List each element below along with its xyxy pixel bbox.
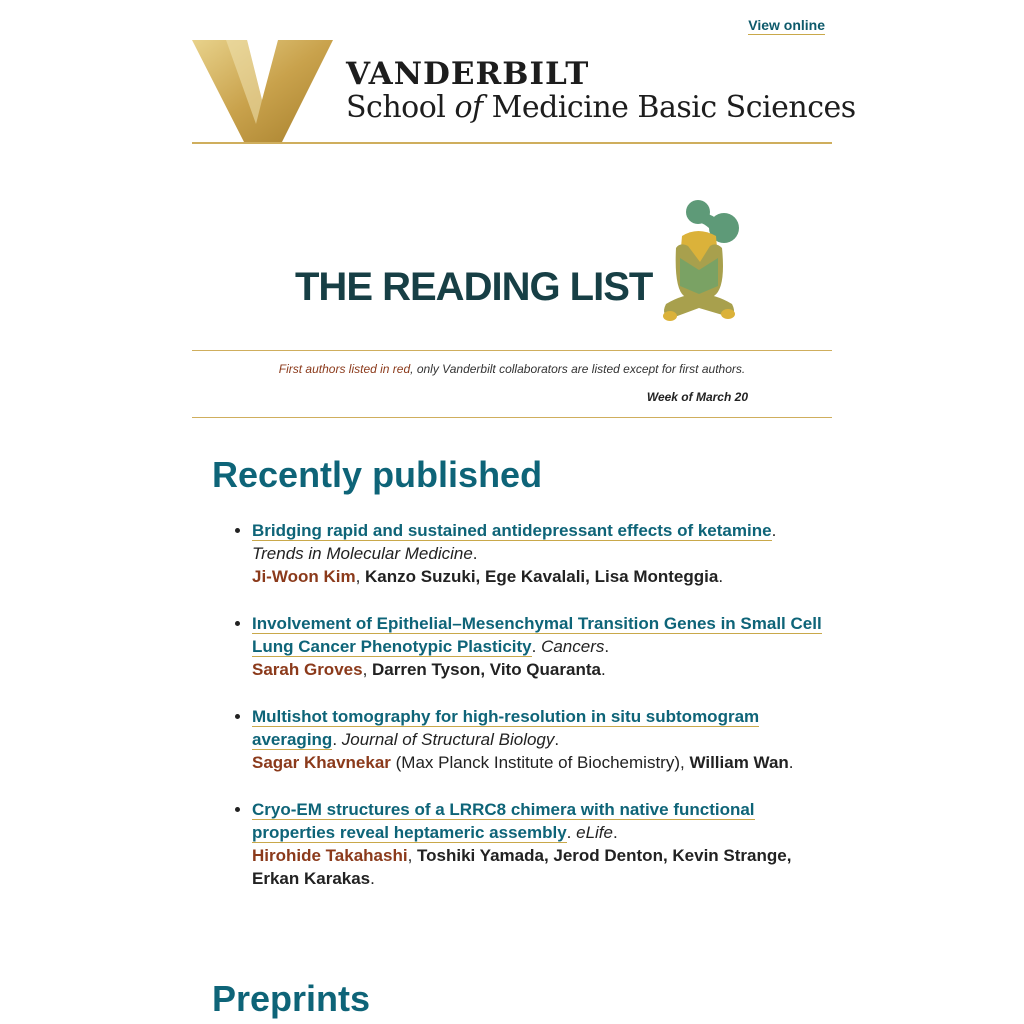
header [192, 38, 856, 144]
list-item: • Involvement of Epithelial–Mesenchymal Transition Genes in Small Cell Lung Cancer Phenotypic Plasticity. Cancers. Sarah Groves, Darren Tyson, Vito Quaranta. [252, 612, 832, 681]
reading-list-banner [192, 144, 832, 351]
list-item: • Multishot tomography for high-resolution in situ subtomogram averaging. Journal of Structural Biology. Sagar Khavnekar (Max Planck Institute of Biochemistry), William Wan. [252, 705, 832, 774]
brand-subtitle-of: of [454, 90, 483, 125]
journal-name: Trends in Molecular Medicine [252, 544, 473, 563]
first-author: Sarah Groves [252, 660, 363, 679]
first-authors-label: First authors listed in red [278, 362, 411, 376]
note-rest: , only Vanderbilt collaborators are listed except for first authors. [410, 362, 746, 376]
top-bar [192, 0, 832, 38]
view-online-link[interactable]: View online [748, 17, 825, 33]
brand-subtitle-part: School [346, 90, 455, 125]
reading-person-illustration [656, 192, 742, 332]
first-author-affiliation: (Max Planck Institute of Biochemistry), [390, 753, 690, 772]
publication-list [212, 519, 832, 914]
authors: William Wan [689, 753, 789, 772]
first-author: Hirohide Takahashi [252, 846, 408, 865]
newsletter [192, 0, 856, 418]
authors: Toshiki Yamada, Jerod Denton, Kevin Strange, Erkan Karakas [252, 846, 792, 888]
list-item: • Cryo-EM structures of a LRRC8 chimera with native functional properties reveal heptameric assembly. eLife. Hirohide Takahashi, Toshiki Yamada, Jerod Denton, Kevin Strange, Erkan Karakas. [252, 798, 832, 890]
brand-name: VANDERBILT [346, 56, 590, 92]
section-heading-recently-published: Recently published [212, 454, 543, 495]
publication-title-link[interactable]: Bridging rapid and sustained antidepressant effects of ketamine [252, 521, 772, 540]
journal-name: Cancers [541, 637, 605, 656]
section-heading-preprints: Preprints [212, 978, 371, 1019]
first-author: Sagar Khavnekar [252, 753, 391, 772]
authors: Darren Tyson, Vito Quaranta [372, 660, 601, 679]
brand-subtitle-part: Medicine Basic Sciences [482, 90, 856, 125]
brand-subtitle [346, 90, 856, 126]
journal-name: eLife [576, 823, 613, 842]
journal-name: Journal of Structural Biology [341, 730, 555, 749]
notes [192, 351, 832, 418]
list-item: • Bridging rapid and sustained antidepressant effects of ketamine. Trends in Molecular Medicine. Ji-Woon Kim, Kanzo Suzuki, Ege Kavalali, Lisa Monteggia. [252, 519, 832, 588]
authors: Kanzo Suzuki, Ege Kavalali, Lisa Monteggia [365, 567, 719, 586]
author-legend-note [192, 362, 832, 376]
publication-title-link[interactable]: Cryo-EM structures of a LRRC8 chimera with native functional properties reveal heptameric assembly [252, 800, 755, 842]
publication-title-link[interactable]: Involvement of Epithelial–Mesenchymal Transition Genes in Small Cell Lung Cancer Phenotypic Plasticity [252, 614, 822, 656]
first-author: Ji-Woon Kim [252, 567, 356, 586]
publication-title-link[interactable]: Multishot tomography for high-resolution in situ subtomogram averaging [252, 707, 760, 749]
reading-list-title: THE READING LIST [295, 265, 653, 309]
vanderbilt-v-logo [192, 40, 333, 142]
week-label: Week of March 20 [646, 390, 748, 404]
